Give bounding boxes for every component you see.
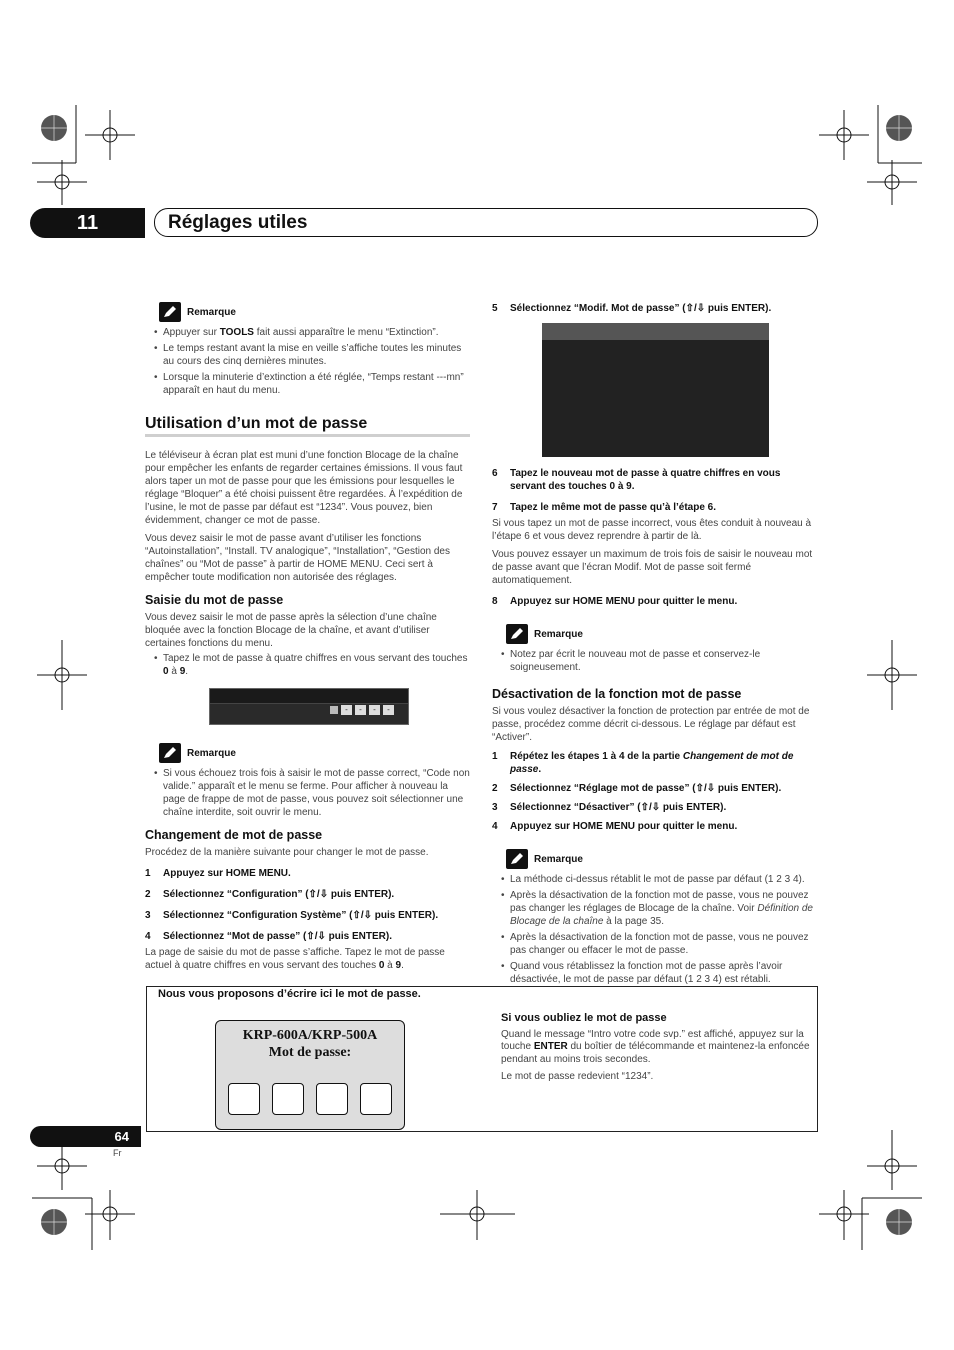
step-2: 2 Sélectionnez “Configuration” (⇧/⇩ puis ENTER). — [145, 889, 395, 900]
password-digit: - — [341, 705, 352, 715]
list-item: • Tapez le mot de passe à quatre chiffres en vous servant des touches 0 à 9. — [163, 652, 470, 678]
list-item: • Après la désactivation de la fonction mot de passe, vous ne pouvez pas changer ou effacer le mot de passe. — [510, 931, 818, 957]
step-1: 1 Appuyez sur HOME MENU. — [145, 868, 291, 879]
list-item: • Appuyer sur TOOLS fait aussi apparaître le menu “Extinction”. — [163, 326, 470, 339]
memo-heading: Nous vous proposons d’écrire ici le mot de passe. — [158, 988, 421, 1000]
password-digit-boxes — [330, 705, 394, 715]
right-column — [492, 296, 818, 992]
forgot-password-info — [501, 1012, 811, 1089]
deactivate-step-2: 2 Sélectionnez “Réglage mot de passe” (⇧/⇩ puis ENTER). — [492, 783, 782, 794]
subsection-title: Changement de mot de passe — [145, 828, 323, 842]
note-list — [145, 767, 470, 819]
list-item: • Notez par écrit le nouveau mot de passe et conservez-le soigneusement. — [510, 648, 818, 674]
note-pencil-icon — [506, 849, 528, 869]
paragraph: Si vous voulez désactiver la fonction de protection par entrée de mot de passe, procédez comme décrit ci-dessous. Le réglage par défaut est “Activer”. — [492, 706, 810, 743]
note-list — [492, 648, 818, 674]
deactivate-step-3: 3 Sélectionnez “Désactiver” (⇧/⇩ puis ENTER). — [492, 802, 727, 813]
list-item: • Quand vous rétablissez la fonction mot de passe après l’avoir désactivée, le mot de passe par défaut (1 2 3 4) est rétabli. — [510, 960, 818, 986]
paragraph: La page de saisie du mot de passe s’affiche. Tapez le mot de passe actuel à quatre chiffres en vous servant des touches 0 à 9. — [145, 947, 445, 971]
password-digit: - — [369, 705, 380, 715]
deactivate-step-4: 4 Appuyez sur HOME MENU pour quitter le menu. — [492, 821, 738, 832]
note-pencil-icon — [159, 743, 181, 763]
note-heading — [506, 624, 818, 644]
note-pencil-icon — [159, 302, 181, 322]
note-label: Remarque — [534, 628, 583, 640]
card-digit-box — [228, 1083, 260, 1115]
note-list — [145, 326, 470, 397]
step-4: 4 Sélectionnez “Mot de passe” (⇧/⇩ puis ENTER). — [145, 931, 393, 942]
paragraph: Procédez de la manière suivante pour changer le mot de passe. — [145, 847, 429, 858]
step-6: 6 Tapez le nouveau mot de passe à quatre chiffres en vous servant des touches 0 à 9. — [492, 468, 781, 492]
list-item: • Après la désactivation de la fonction mot de passe, vous ne pouvez pas changer les réglages de Blocage de la chaîne. Voir Définition de Blocage de la chaîne à la page 35. — [510, 889, 818, 928]
paragraph: Si vous tapez un mot de passe incorrect, vous êtes conduit à nouveau à l’étape 6 et vous devez reprendre à partir de là. — [492, 518, 812, 542]
note-label: Remarque — [187, 747, 236, 759]
card-digit-box — [360, 1083, 392, 1115]
section-title: Utilisation d’un mot de passe — [145, 417, 470, 437]
paragraph: Vous devez saisir le mot de passe avant d’utiliser les fonctions “Autoinstallation”, “Install. TV analogique”, “Installation”, “Gestion des chaînes” ou “Mot de passe” à partir de HOME MENU. Ceci sert à empêcher toute modification non autorisée des réglages. — [145, 533, 450, 583]
note-heading — [159, 743, 470, 763]
paragraph: Vous pouvez essayer un maximum de trois fois de saisir le nouveau mot de passe avant que l’écran Modif. Mot de passe soit fermé automatiquement. — [492, 549, 813, 586]
note-heading — [159, 302, 470, 322]
forgot-title: Si vous oubliez le mot de passe — [501, 1012, 667, 1024]
card-digit-box — [272, 1083, 304, 1115]
list-item: • Si vous échouez trois fois à saisir le mot de passe correct, “Code non valide.” apparaît et le menu se ferme. Pour afficher à nouveau la page de frappe de mot de passe, vous pouvez soit sélectionner une chaîne interdite, soit ouvrir le menu. — [163, 767, 470, 819]
note-list — [492, 873, 818, 986]
note-label: Remarque — [534, 853, 583, 865]
step-5: 5 Sélectionnez “Modif. Mot de passe” (⇧/⇩ puis ENTER). — [492, 303, 772, 314]
paragraph: Le téléviseur à écran plat est muni d’une fonction Blocage de la chaîne pour empêcher les enfants de regarder certaines émissions. Il vous faut alors taper un mot de passe pour que les émissions pour lesquelles le réglage “Bloquer” a été choisi puissent être regardées. À l’expédition de l’usine, le mot de passe par défaut est “1234”. Vous pouvez, bien évidemment, changer ce mot de passe. — [145, 450, 463, 526]
subsection-title: Désactivation de la fonction mot de passe — [492, 687, 742, 701]
paragraph: Vous devez saisir le mot de passe après la sélection d’une chaîne bloquée avec la fonction Blocage de la chaîne, et avant d’utiliser certaines fonctions du menu. — [145, 612, 437, 649]
keypad-icon — [330, 706, 338, 714]
chapter-number: 11 — [30, 208, 145, 238]
paragraph: Le mot de passe redevient “1234”. — [501, 1071, 654, 1082]
list-item: • Le temps restant avant la mise en veille s’affiche toutes les minutes au cours des cinq dernières minutes. — [163, 342, 470, 368]
left-column — [145, 302, 470, 977]
page-number: 64 — [30, 1126, 141, 1147]
list-item: • La méthode ci-dessus rétablit le mot de passe par défaut (1 2 3 4). — [510, 873, 818, 886]
password-entry-screen — [209, 688, 409, 725]
note-label: Remarque — [187, 306, 236, 318]
note-heading — [506, 849, 818, 869]
card-digit-box — [316, 1083, 348, 1115]
password-digit: - — [383, 705, 394, 715]
card-model: KRP-600A/KRP-500A — [242, 1028, 378, 1043]
deactivate-step-1: 1 Répétez les étapes 1 à 4 de la partie Changement de mot de passe. — [492, 751, 794, 775]
password-digit: - — [355, 705, 366, 715]
password-card — [215, 1020, 405, 1130]
paragraph: Quand le message “Intro votre code svp.” est affiché, appuyez sur la touche ENTER du boîtier de télécommande et maintenez-la enfoncée pendant au moins trois secondes. — [501, 1028, 810, 1065]
change-password-screen — [542, 323, 769, 457]
step-7: 7 Tapez le même mot de passe qu’à l’étape 6. — [492, 502, 717, 513]
step-8: 8 Appuyez sur HOME MENU pour quitter le menu. — [492, 596, 738, 607]
card-label: Mot de passe: — [268, 1045, 352, 1060]
card-digit-boxes — [228, 1083, 392, 1115]
chapter-title: Réglages utiles — [168, 212, 308, 233]
list-item: • Lorsque la minuterie d’extinction a été réglée, “Temps restant ---mn” apparaît en haut du menu. — [163, 371, 470, 397]
subsection-title: Saisie du mot de passe — [145, 593, 284, 607]
step-3: 3 Sélectionnez “Configuration Système” (⇧/⇩ puis ENTER). — [145, 910, 439, 921]
instruction-list — [145, 652, 470, 678]
note-pencil-icon — [506, 624, 528, 644]
language-code: Fr — [113, 1148, 122, 1158]
